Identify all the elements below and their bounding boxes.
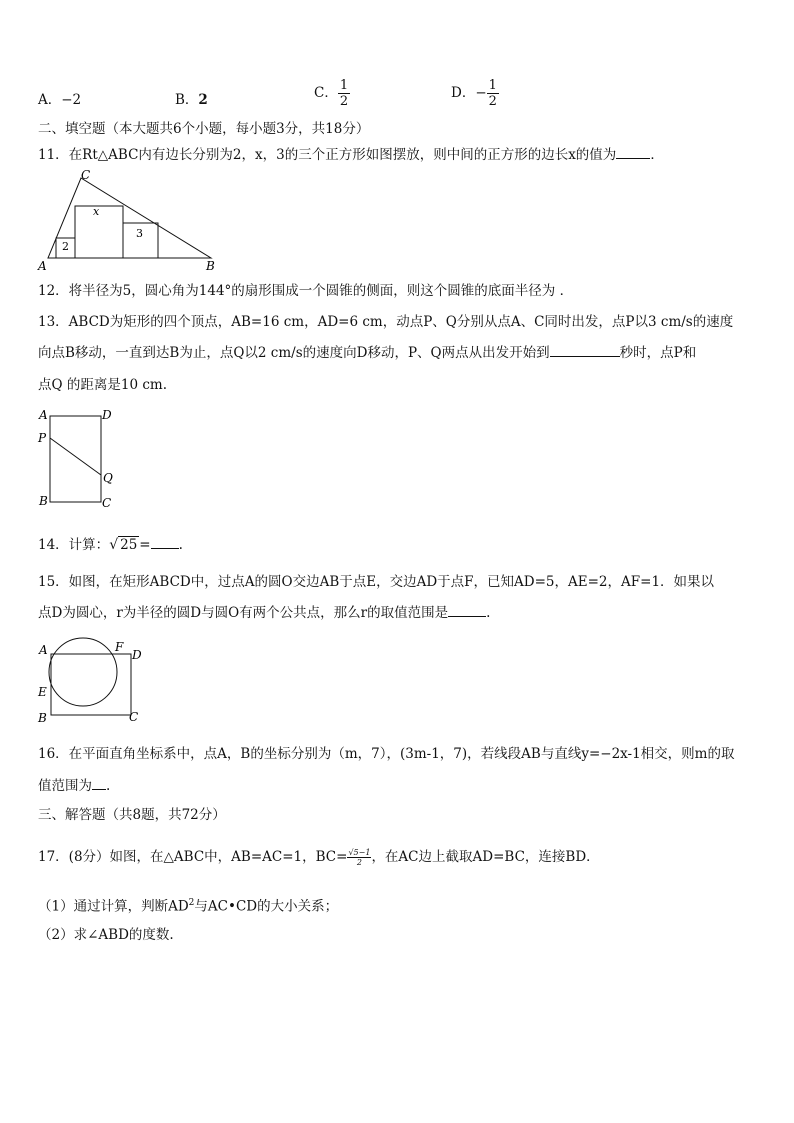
label-a: A (39, 408, 48, 422)
label-e: E (38, 685, 47, 699)
option-c[interactable]: C． $\frac{1}{2}$ (314, 78, 349, 109)
question-17-part-1: （1）通过计算，判断$AD^2$与AC•CD的大小关系； (38, 898, 339, 915)
label-c: C (81, 168, 91, 182)
answer-blank[interactable] (550, 344, 620, 357)
label-q: Q (103, 471, 113, 485)
question-15-line-1: 15．如图，在矩形ABCD中，过点A的圆O交边AB于点E，交边AD于点F，已知AD=5，AE=2，AF=1．如果以 (38, 574, 715, 590)
label-f: F (115, 640, 124, 654)
label-p: P (38, 431, 47, 445)
answer-blank[interactable] (151, 536, 179, 549)
question-16-line-2: 值范围为 . (38, 778, 111, 794)
question-13-line-3: 点Q 的距离是10 cm. (38, 377, 167, 393)
question-16-line-1: 16．在平面直角坐标系中，点A，B的坐标分别为（m，7），(3m-1，7)，若线段AB与直线y=−2x-1相交，则m的取 (38, 746, 735, 762)
option-b[interactable]: B．2 (175, 92, 208, 108)
question-13-line-2: 向点B移动，一直到达B为止，点Q以2 cm/s的速度向D移动，P、Q两点从出发开始到 秒时，点P和 (38, 345, 697, 361)
fraction: $\frac{1}{2}$ (339, 78, 349, 109)
answer-blank[interactable] (616, 146, 650, 159)
question-13-line-1: 13．ABCD为矩形的四个顶点，AB=16 cm，AD=6 cm，动点P、Q分别从点A、C同时出发，点P以3 cm/s的速度 (38, 314, 734, 330)
section-heading-solutions: 三、解答题（共8题，共72分） (38, 807, 226, 823)
section-heading-fill-in: 二、填空题（本大题共6个小题，每小题3分，共18分） (38, 121, 370, 137)
question-11: 11．在Rt△ABC内有边长分别为2，x，3的三个正方形如图摆放，则中间的正方形的边长x的值为 ． (38, 147, 664, 163)
label-2: 2 (62, 240, 69, 253)
label-3: 3 (136, 227, 143, 240)
option-d[interactable]: D．− $\frac{1}{2}$ (451, 78, 497, 109)
label-b: B (38, 711, 47, 725)
answer-options (38, 78, 738, 118)
question-14: 14．计算：√ 25 = . (38, 537, 183, 553)
option-a[interactable]: A．−2 (38, 92, 82, 108)
square-root: √ 25 (109, 537, 138, 553)
label-d: D (132, 648, 142, 662)
label-d: D (102, 408, 112, 422)
label-a: A (38, 259, 47, 273)
question-12: 12．将半径为5，圆心角为144°的扇形围成一个圆锥的侧面，则这个圆锥的底面半径为 ． (38, 283, 574, 299)
fraction: $\frac{1}{2}$ (488, 78, 497, 109)
fraction: $\frac{√5-1}{2}$ (348, 848, 371, 867)
figure-q15-circle-rectangle (36, 634, 156, 726)
question-17-part-2: （2）求∠ABD的度数. (38, 927, 174, 943)
answer-blank[interactable] (448, 604, 486, 617)
figure-q13-rectangle (36, 404, 126, 514)
label-b: B (39, 494, 48, 508)
label-c: C (129, 710, 139, 724)
answer-blank[interactable] (92, 777, 106, 790)
label-b: B (206, 259, 215, 273)
question-17: 17．(8分）如图，在△ABC中，AB=AC=1，BC= $\frac{√5-1}{2}$ ，在AC边上截取AD=BC，连接BD． (38, 848, 600, 867)
figure-q11-triangle (36, 166, 226, 276)
label-a: A (39, 643, 48, 657)
label-c: C (102, 496, 112, 510)
label-x: x (93, 205, 100, 218)
question-15-line-2: 点D为圆心，r为半径的圆D与圆O有两个公共点，那么r的取值范围是 . (38, 605, 491, 621)
